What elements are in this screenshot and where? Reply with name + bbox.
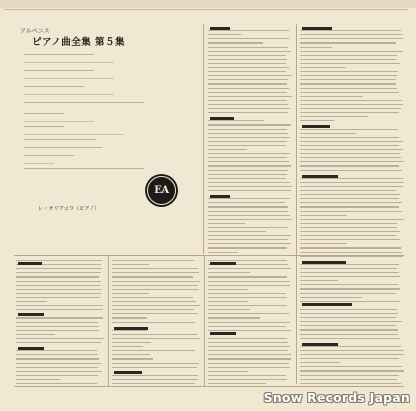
body-text-line <box>300 34 403 35</box>
body-text-line <box>300 129 398 130</box>
column-divider-3 <box>108 256 109 386</box>
body-text-line <box>208 354 291 355</box>
body-text-line <box>208 161 289 162</box>
body-text-line <box>16 309 103 310</box>
track-list-item <box>24 147 182 155</box>
body-text-line <box>208 243 291 244</box>
body-text-line <box>208 313 289 314</box>
body-text-line <box>208 96 292 97</box>
body-text-line <box>208 202 285 203</box>
body-text-line <box>208 383 266 384</box>
top-band <box>0 0 416 8</box>
body-text-line <box>208 305 287 306</box>
body-text-line <box>300 55 397 56</box>
body-text-line <box>208 67 289 68</box>
body-text-line <box>112 260 194 261</box>
body-text-line <box>208 133 288 134</box>
body-text-line <box>112 379 198 380</box>
body-text-line <box>300 149 403 150</box>
body-text-line <box>208 297 287 298</box>
body-text-line <box>16 371 102 372</box>
body-text-line <box>16 301 47 302</box>
body-text-line <box>300 293 396 294</box>
body-text-line <box>16 379 60 380</box>
body-text-line <box>208 322 290 323</box>
body-text-line <box>208 34 241 35</box>
section-heading-mark <box>210 117 234 120</box>
body-text-line <box>208 170 288 171</box>
section-heading-mark <box>18 262 42 265</box>
body-text-line <box>300 116 368 117</box>
body-text-line <box>300 354 404 355</box>
body-text-line <box>300 108 401 109</box>
body-text-line <box>112 264 149 265</box>
body-text-line <box>208 153 290 154</box>
body-text-line <box>300 47 332 48</box>
section-heading-mark <box>210 262 236 265</box>
body-text-line <box>16 383 97 384</box>
body-text-line <box>208 231 266 232</box>
body-text-line <box>300 375 399 376</box>
performer-credit: レ・オリアコワ（ピアノ） <box>38 206 100 212</box>
body-text-line <box>112 301 196 302</box>
body-text-line <box>208 129 287 130</box>
body-text-line <box>208 100 287 101</box>
body-text-line <box>208 363 289 364</box>
body-text-line <box>300 186 403 187</box>
body-text-line <box>208 75 292 76</box>
body-text-line <box>208 247 287 248</box>
body-text-line <box>112 268 198 269</box>
body-text-line <box>208 338 287 339</box>
body-text-line <box>16 293 101 294</box>
body-text-line <box>208 252 238 253</box>
body-text-line <box>208 317 260 318</box>
body-text-line <box>300 63 400 64</box>
body-text-line <box>300 362 340 363</box>
body-text-line <box>112 346 143 347</box>
body-text-line <box>300 235 396 236</box>
body-text-line <box>300 165 399 166</box>
body-text-line <box>112 375 198 376</box>
body-text-line <box>16 268 102 269</box>
body-text-line <box>208 375 286 376</box>
bottom-divider <box>14 386 404 387</box>
body-text-line <box>300 231 400 232</box>
body-text-line <box>300 252 402 253</box>
body-text-line <box>16 330 99 331</box>
body-text-line <box>208 79 288 80</box>
body-text-line <box>208 165 291 166</box>
body-text-line <box>208 42 263 43</box>
section-heading-mark <box>210 195 230 198</box>
body-text-line <box>208 88 289 89</box>
body-text-line <box>300 284 398 285</box>
body-text-line <box>208 137 290 138</box>
body-text-line <box>300 358 399 359</box>
body-text-line <box>112 354 150 355</box>
body-text-line <box>208 350 288 351</box>
body-text-line <box>300 297 362 298</box>
body-text-line <box>208 293 286 294</box>
body-text-line <box>112 281 200 282</box>
body-text-line <box>208 112 288 113</box>
body-text-line <box>300 280 338 281</box>
body-text-line <box>16 276 99 277</box>
watermark-text: Snow Records Japan <box>263 390 410 405</box>
body-text-line <box>300 227 397 228</box>
body-text-line <box>208 30 289 31</box>
body-text-line <box>208 149 247 150</box>
body-text-line <box>112 342 151 343</box>
body-text-line <box>300 239 400 240</box>
body-text-line <box>208 285 290 286</box>
body-text-line <box>300 141 403 142</box>
body-text-line <box>300 223 397 224</box>
body-text-line <box>208 223 245 224</box>
body-text-line <box>300 92 399 93</box>
body-text-line <box>16 285 100 286</box>
body-text-line <box>300 104 403 105</box>
body-text-line <box>300 276 400 277</box>
body-text-line <box>300 288 400 289</box>
body-text-line <box>208 120 264 121</box>
body-text-line <box>208 281 290 282</box>
body-text-line <box>112 350 195 351</box>
body-text-line <box>300 350 404 351</box>
body-text-line <box>300 219 404 220</box>
column-divider-2 <box>296 24 297 384</box>
body-text-line <box>208 63 286 64</box>
body-text-line <box>16 281 101 282</box>
section-heading-mark <box>302 27 332 30</box>
body-text-line <box>300 321 402 322</box>
body-text-line <box>300 170 402 171</box>
body-text-line <box>16 358 99 359</box>
body-text-line <box>300 38 403 39</box>
body-text-line <box>300 215 347 216</box>
body-text-line <box>112 309 194 310</box>
header-rule <box>4 9 408 10</box>
body-text-line <box>300 59 396 60</box>
body-text-line <box>112 272 199 273</box>
body-text-line <box>112 297 193 298</box>
body-text-line <box>208 141 287 142</box>
body-text-line <box>208 83 287 84</box>
body-text-line <box>300 133 356 134</box>
body-text-line <box>208 219 292 220</box>
track-list-item <box>24 126 182 134</box>
body-text-line <box>208 358 291 359</box>
body-text-line <box>208 211 288 212</box>
section-heading-mark <box>18 313 44 316</box>
body-text-line <box>300 112 399 113</box>
body-text-line <box>112 276 193 277</box>
section-heading-mark <box>302 343 338 346</box>
body-text-line <box>208 178 286 179</box>
section-heading-mark <box>210 332 236 335</box>
body-text-line <box>300 338 400 339</box>
body-text-line <box>300 100 402 101</box>
body-text-line <box>208 342 288 343</box>
body-text-line <box>300 120 334 121</box>
section-heading-mark <box>302 261 346 264</box>
track-list <box>24 49 182 176</box>
body-text-line <box>208 182 290 183</box>
body-text-line <box>300 247 401 248</box>
body-text-line <box>16 326 99 327</box>
track-list-item <box>24 86 182 94</box>
body-text-line <box>300 190 396 191</box>
body-text-line <box>300 83 396 84</box>
body-text-line <box>208 235 291 236</box>
section-heading-mark <box>18 347 44 350</box>
body-text-line <box>300 145 399 146</box>
track-list-item <box>24 102 182 110</box>
body-text-line <box>300 79 396 80</box>
body-text-line <box>16 367 98 368</box>
body-text-line <box>16 338 104 339</box>
body-text-line <box>208 301 248 302</box>
body-text-line <box>208 206 288 207</box>
body-text-line <box>208 227 288 228</box>
body-text-line <box>208 346 290 347</box>
section-heading-mark <box>302 125 330 128</box>
body-text-line <box>208 272 250 273</box>
body-text-line <box>112 313 198 314</box>
body-text-line <box>208 198 290 199</box>
body-text-line <box>208 59 287 60</box>
body-text-line <box>16 354 98 355</box>
body-text-line <box>208 326 286 327</box>
body-text-line <box>300 379 397 380</box>
body-text-line <box>300 309 397 310</box>
body-text-line <box>300 256 403 257</box>
body-text-line <box>16 363 101 364</box>
body-text-line <box>208 330 291 331</box>
body-text-line <box>112 317 147 318</box>
body-text-line <box>300 67 346 68</box>
body-text-line <box>300 211 402 212</box>
body-text-line <box>300 88 397 89</box>
body-text-line <box>208 371 248 372</box>
body-text-line <box>300 206 399 207</box>
body-text-line <box>300 313 398 314</box>
body-text-line <box>208 260 287 261</box>
body-text-line <box>208 289 248 290</box>
body-text-line <box>112 383 195 384</box>
body-text-line <box>300 366 402 367</box>
volume-title: ピアノ曲全集 第５集 <box>32 37 126 48</box>
body-text-line <box>16 297 100 298</box>
body-text-line <box>208 190 291 191</box>
body-text-line <box>208 276 287 277</box>
section-heading-mark <box>302 303 352 306</box>
body-text-line <box>300 202 402 203</box>
body-text-line <box>16 342 101 343</box>
body-text-line <box>208 239 288 240</box>
body-text-line <box>300 137 399 138</box>
body-text-line <box>208 268 291 269</box>
body-text-line <box>300 325 396 326</box>
section-heading-mark <box>210 27 230 30</box>
body-text-line <box>300 51 403 52</box>
body-text-line <box>112 363 199 364</box>
body-text-line <box>16 260 102 261</box>
body-text-line <box>112 289 199 290</box>
section-heading-mark <box>302 175 338 178</box>
body-text-line <box>112 285 198 286</box>
body-text-line <box>208 47 288 48</box>
body-text-line <box>300 334 398 335</box>
body-text-line <box>16 272 101 273</box>
track-list-item <box>24 113 182 121</box>
body-text-line <box>208 92 287 93</box>
body-text-line <box>208 367 290 368</box>
body-text-line <box>300 30 401 31</box>
body-text-line <box>112 358 153 359</box>
body-text-line <box>112 322 195 323</box>
body-text-line <box>300 96 363 97</box>
body-text-line <box>208 379 287 380</box>
body-text-line <box>300 243 347 244</box>
body-text-line <box>208 38 289 39</box>
body-text-line <box>300 329 398 330</box>
body-text-line <box>300 272 399 273</box>
body-text-line <box>300 161 404 162</box>
body-text-line <box>16 289 102 290</box>
body-text-line <box>300 301 400 302</box>
body-text-line <box>16 322 98 323</box>
body-text-line <box>16 317 103 318</box>
body-text-line <box>112 367 197 368</box>
body-text-line <box>208 186 292 187</box>
track-list-item <box>24 155 182 163</box>
body-text-line <box>208 215 290 216</box>
track-list-item <box>24 139 182 147</box>
body-text-line <box>300 182 404 183</box>
body-text-line <box>300 198 399 199</box>
body-text-line <box>16 375 98 376</box>
body-text-line <box>208 145 286 146</box>
body-text-line <box>112 293 149 294</box>
body-text-line <box>208 104 288 105</box>
body-text-line <box>16 305 103 306</box>
body-text-line <box>208 124 291 125</box>
body-text-line <box>16 334 55 335</box>
section-heading-mark <box>114 371 142 374</box>
column-divider-4 <box>204 256 205 386</box>
track-list-item <box>24 54 182 62</box>
body-text-line <box>300 42 396 43</box>
body-text-line <box>208 174 287 175</box>
body-text-line <box>208 71 286 72</box>
body-text-line <box>300 194 400 195</box>
section-heading-mark <box>114 327 148 330</box>
body-text-line <box>300 71 398 72</box>
record-label-logo-icon: EA <box>145 174 178 207</box>
body-text-line <box>208 108 290 109</box>
body-text-line <box>300 383 401 384</box>
body-text-line <box>208 157 287 158</box>
body-text-line <box>300 75 397 76</box>
composer-name: アルベニス <box>20 28 50 35</box>
body-text-line <box>300 268 397 269</box>
body-text-line <box>112 334 197 335</box>
body-text-line <box>112 305 200 306</box>
column-divider-1 <box>203 24 204 254</box>
track-list-item <box>24 70 182 78</box>
body-text-line <box>300 370 404 371</box>
body-text-line <box>300 157 401 158</box>
body-text-line <box>112 338 200 339</box>
body-text-line <box>300 153 400 154</box>
body-text-line <box>16 350 97 351</box>
body-text-line <box>208 51 291 52</box>
body-text-line <box>300 317 396 318</box>
body-text-line <box>208 309 250 310</box>
body-text-line <box>208 55 286 56</box>
